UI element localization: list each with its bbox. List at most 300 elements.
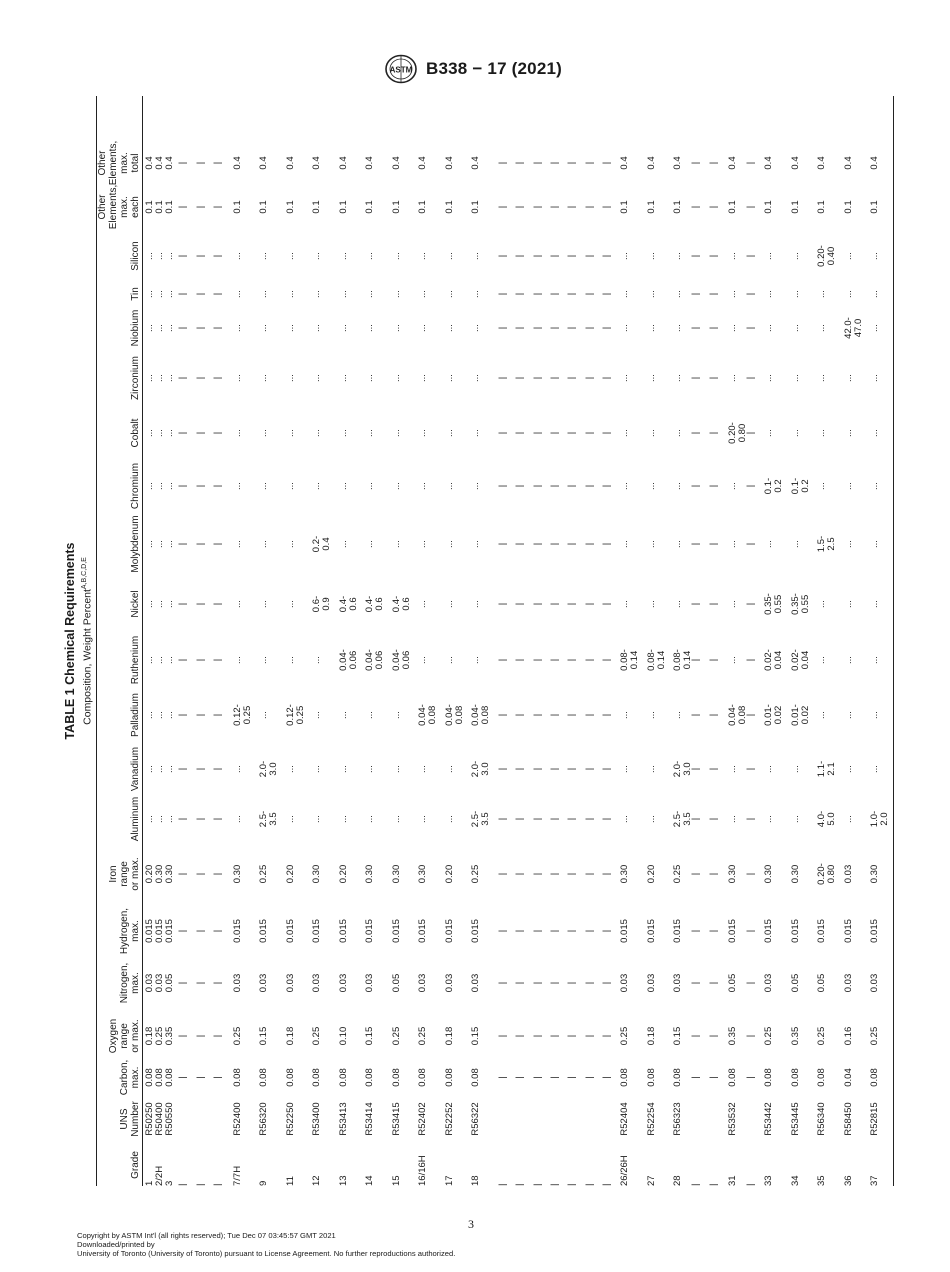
column-header-uns-number: UNS Number bbox=[119, 1101, 141, 1137]
cell-other-total: | bbox=[584, 161, 595, 165]
cell-nickel: | bbox=[690, 602, 701, 606]
cell-nickel: | bbox=[212, 602, 223, 606]
cell-silicon: ... bbox=[444, 252, 455, 260]
cell-nitrogen: | bbox=[497, 981, 508, 985]
cell-silicon: ... bbox=[843, 252, 854, 260]
cell-cobalt: ... bbox=[444, 429, 455, 437]
cell-iron: 0.25 bbox=[672, 864, 683, 884]
cell-vanadium: ... bbox=[727, 765, 738, 773]
cell-ruthenium: ... bbox=[417, 656, 428, 664]
cell-niobium: ... bbox=[790, 324, 801, 332]
cell-nitrogen: | bbox=[601, 981, 612, 985]
cell-chromium: ... bbox=[311, 482, 322, 490]
cell-uns-number: R52815 bbox=[869, 1102, 880, 1136]
cell-iron: 0.30 bbox=[763, 864, 774, 884]
cell-nitrogen: 0.03 bbox=[417, 973, 428, 993]
cell-nickel: ... bbox=[258, 600, 269, 608]
cell-ruthenium: | bbox=[514, 658, 525, 662]
cell-nickel: | bbox=[549, 602, 560, 606]
cell-carbon: 0.08 bbox=[869, 1068, 880, 1087]
cell-vanadium: ... bbox=[311, 765, 322, 773]
table-header-rule bbox=[142, 96, 143, 1186]
cell-nitrogen: | bbox=[212, 981, 223, 985]
cell-ruthenium: | bbox=[690, 658, 701, 662]
cell-hydrogen: 0.015 bbox=[619, 919, 630, 943]
cell-oxygen: | bbox=[584, 1034, 595, 1038]
cell-cobalt: ... bbox=[672, 429, 683, 437]
cell-other-each: 0.1 bbox=[311, 200, 322, 214]
cell-iron: 0.30 bbox=[790, 864, 801, 884]
cell-nickel: ... bbox=[672, 600, 683, 608]
cell-aluminum: 2.5- 3.5 bbox=[470, 810, 491, 828]
cell-ruthenium: | bbox=[566, 658, 577, 662]
cell-palladium: ... bbox=[869, 711, 880, 719]
cell-chromium: | bbox=[497, 484, 508, 488]
cell-other-each: 0.1 bbox=[285, 200, 296, 214]
cell-silicon: | bbox=[690, 254, 701, 258]
cell-chromium: 0.1- 0.2 bbox=[763, 477, 784, 495]
cell-molybdenum: ... bbox=[843, 540, 854, 548]
cell-vanadium: 2.0- 3.0 bbox=[470, 760, 491, 778]
cell-molybdenum: | bbox=[532, 542, 543, 546]
cell-carbon: | bbox=[549, 1076, 560, 1079]
cell-zirconium: ... bbox=[763, 374, 774, 382]
cell-grade: | bbox=[708, 1183, 719, 1186]
cell-other-each: | bbox=[549, 205, 560, 209]
cell-molybdenum: ... bbox=[869, 540, 880, 548]
cell-iron: 0.30 bbox=[391, 864, 402, 884]
cell-oxygen: | bbox=[212, 1034, 223, 1038]
cell-aluminum: | bbox=[690, 817, 701, 821]
cell-iron: | bbox=[514, 872, 525, 876]
cell-other-each: 0.1 bbox=[444, 200, 455, 214]
cell-vanadium: ... bbox=[285, 765, 296, 773]
cell-vanadium: ... bbox=[444, 765, 455, 773]
cell-other-total: | bbox=[566, 161, 577, 165]
cell-palladium: | bbox=[601, 713, 612, 717]
cell-grade: | bbox=[690, 1183, 701, 1186]
cell-cobalt: 0.20- 0.80 bbox=[727, 422, 748, 444]
cell-cobalt: | bbox=[690, 431, 701, 435]
cell-molybdenum: | bbox=[584, 542, 595, 546]
cell-chromium: | bbox=[584, 484, 595, 488]
cell-iron: 0.25 bbox=[470, 864, 481, 884]
cell-carbon: | bbox=[708, 1076, 719, 1079]
cell-chromium: | bbox=[745, 484, 756, 488]
cell-other-each: 0.1 bbox=[843, 200, 854, 214]
cell-ruthenium: ... ... ... bbox=[144, 656, 175, 664]
cell-tin: ... bbox=[285, 290, 296, 298]
cell-other-each: | bbox=[690, 205, 701, 209]
cell-grade: 27 bbox=[646, 1175, 657, 1186]
cell-cobalt: ... bbox=[364, 429, 375, 437]
cell-silicon: ... bbox=[338, 252, 349, 260]
cell-molybdenum: ... bbox=[646, 540, 657, 548]
cell-silicon: | bbox=[532, 254, 543, 258]
cell-other-total: 0.4 bbox=[417, 156, 428, 170]
document-header bbox=[384, 54, 562, 84]
cell-palladium: ... bbox=[364, 711, 375, 719]
table-bottom-rule bbox=[893, 96, 894, 1186]
chemical-requirements-table bbox=[63, 96, 898, 1186]
cell-vanadium: | bbox=[584, 767, 595, 771]
cell-carbon: 0.08 bbox=[311, 1068, 322, 1087]
cell-nitrogen: | bbox=[708, 981, 719, 985]
cell-silicon: ... bbox=[258, 252, 269, 260]
cell-silicon: | bbox=[497, 254, 508, 258]
cell-iron: 0.20 0.30 0.30 bbox=[144, 864, 175, 884]
cell-tin: | bbox=[584, 292, 595, 296]
cell-nitrogen: 0.03 bbox=[763, 973, 774, 993]
cell-zirconium: ... bbox=[646, 374, 657, 382]
cell-chromium: ... bbox=[646, 482, 657, 490]
cell-aluminum: ... bbox=[843, 815, 854, 823]
cell-cobalt: ... bbox=[763, 429, 774, 437]
cell-tin: ... bbox=[391, 290, 402, 298]
cell-carbon: | bbox=[601, 1076, 612, 1079]
cell-molybdenum: 0.2- 0.4 bbox=[311, 535, 332, 553]
cell-iron: 0.25 bbox=[258, 864, 269, 884]
cell-ruthenium: ... bbox=[444, 656, 455, 664]
cell-silicon: | bbox=[514, 254, 525, 258]
cell-cobalt: ... bbox=[258, 429, 269, 437]
cell-palladium: | bbox=[212, 713, 223, 717]
cell-palladium: | bbox=[497, 713, 508, 717]
cell-molybdenum: ... bbox=[391, 540, 402, 548]
cell-carbon: 0.08 bbox=[816, 1068, 827, 1087]
cell-other-total: | bbox=[212, 161, 223, 165]
cell-cobalt: | bbox=[566, 431, 577, 435]
cell-uns-number: R53532 bbox=[727, 1102, 738, 1136]
cell-palladium: | bbox=[690, 713, 701, 717]
cell-other-each: | bbox=[514, 205, 525, 209]
cell-carbon: 0.08 bbox=[763, 1068, 774, 1087]
cell-silicon: ... bbox=[646, 252, 657, 260]
cell-hydrogen: | bbox=[566, 929, 577, 933]
cell-zirconium: ... bbox=[727, 374, 738, 382]
cell-nitrogen: 0.03 bbox=[338, 973, 349, 993]
cell-nitrogen: 0.03 bbox=[843, 973, 854, 993]
cell-hydrogen: 0.015 bbox=[338, 919, 349, 943]
cell-tin: ... bbox=[727, 290, 738, 298]
cell-hydrogen: 0.015 bbox=[417, 919, 428, 943]
astm-logo-icon bbox=[384, 54, 418, 84]
cell-palladium: ... bbox=[338, 711, 349, 719]
cell-palladium: ... bbox=[258, 711, 269, 719]
cell-niobium: | bbox=[212, 326, 223, 330]
cell-iron: 0.03 bbox=[843, 864, 854, 884]
cell-uns-number: R56320 bbox=[258, 1102, 269, 1136]
cell-silicon: ... bbox=[727, 252, 738, 260]
cell-grade: 28 bbox=[672, 1175, 683, 1186]
cell-tin: | bbox=[195, 292, 206, 296]
cell-chromium: ... bbox=[285, 482, 296, 490]
cell-tin: ... bbox=[311, 290, 322, 298]
cell-zirconium: ... ... ... bbox=[144, 374, 175, 382]
cell-aluminum: 2.5- 3.5 bbox=[258, 810, 279, 828]
cell-other-total: | bbox=[601, 161, 612, 165]
cell-palladium: | bbox=[745, 713, 756, 717]
cell-zirconium: ... bbox=[470, 374, 481, 382]
cell-palladium: | bbox=[708, 713, 719, 717]
cell-zirconium: ... bbox=[338, 374, 349, 382]
cell-tin: ... bbox=[646, 290, 657, 298]
cell-zirconium: ... bbox=[816, 374, 827, 382]
cell-cobalt: | bbox=[584, 431, 595, 435]
cell-nickel: ... bbox=[727, 600, 738, 608]
cell-molybdenum: ... bbox=[790, 540, 801, 548]
page-number: 3 bbox=[468, 1217, 474, 1231]
cell-cobalt: ... bbox=[646, 429, 657, 437]
cell-aluminum: ... bbox=[646, 815, 657, 823]
cell-iron: | bbox=[177, 872, 188, 876]
column-header-aluminum: Aluminum bbox=[130, 796, 141, 842]
cell-nickel: ... bbox=[444, 600, 455, 608]
composition-footnotes: A,B,C,D,E bbox=[81, 557, 88, 590]
cell-oxygen: | bbox=[195, 1034, 206, 1038]
cell-carbon: 0.08 bbox=[258, 1068, 269, 1087]
cell-iron: 0.30 bbox=[727, 864, 738, 884]
cell-grade: 37 bbox=[869, 1175, 880, 1186]
cell-tin: | bbox=[177, 292, 188, 296]
column-header-molybdenum: Molybdenum bbox=[130, 515, 141, 573]
cell-oxygen: 0.18 bbox=[444, 1026, 455, 1046]
cell-aluminum: ... bbox=[619, 815, 630, 823]
cell-molybdenum: 1.5- 2.5 bbox=[816, 535, 837, 553]
cell-molybdenum: ... bbox=[364, 540, 375, 548]
cell-tin: ... bbox=[232, 290, 243, 298]
cell-silicon: | bbox=[177, 254, 188, 258]
cell-zirconium: ... bbox=[258, 374, 269, 382]
cell-iron: 0.20 bbox=[646, 864, 657, 884]
cell-iron: | bbox=[195, 872, 206, 876]
cell-chromium: | bbox=[690, 484, 701, 488]
cell-palladium: ... bbox=[646, 711, 657, 719]
cell-chromium: ... bbox=[444, 482, 455, 490]
cell-hydrogen: 0.015 bbox=[444, 919, 455, 943]
cell-ruthenium: | bbox=[708, 658, 719, 662]
svg-text:ASTM: ASTM bbox=[389, 65, 413, 75]
cell-grade: | bbox=[212, 1183, 223, 1186]
cell-niobium: | bbox=[708, 326, 719, 330]
cell-chromium: ... bbox=[338, 482, 349, 490]
cell-nickel: ... bbox=[869, 600, 880, 608]
cell-hydrogen: | bbox=[708, 929, 719, 933]
cell-silicon: ... bbox=[232, 252, 243, 260]
cell-zirconium: ... bbox=[311, 374, 322, 382]
cell-palladium: 0.04- 0.08 bbox=[470, 704, 491, 726]
cell-oxygen: 0.25 bbox=[869, 1026, 880, 1046]
cell-tin: ... bbox=[444, 290, 455, 298]
cell-palladium: ... bbox=[672, 711, 683, 719]
cell-carbon: | bbox=[497, 1076, 508, 1079]
cell-nitrogen: 0.03 bbox=[646, 973, 657, 993]
column-header-nitrogen: Nitrogen, max. bbox=[119, 962, 141, 1004]
cell-zirconium: | bbox=[708, 376, 719, 380]
cell-molybdenum: | bbox=[514, 542, 525, 546]
column-header-grade: Grade bbox=[130, 1151, 141, 1179]
cell-grade: 12 bbox=[311, 1175, 322, 1186]
cell-uns-number: R56322 bbox=[470, 1102, 481, 1136]
cell-tin: | bbox=[566, 292, 577, 296]
cell-ruthenium: | bbox=[601, 658, 612, 662]
cell-carbon: 0.08 bbox=[444, 1068, 455, 1087]
cell-cobalt: ... bbox=[338, 429, 349, 437]
cell-oxygen: | bbox=[549, 1034, 560, 1038]
cell-other-total: 0.4 bbox=[790, 156, 801, 170]
cell-carbon: 0.04 bbox=[843, 1068, 854, 1087]
column-header-zirconium: Zirconium bbox=[130, 356, 141, 400]
cell-ruthenium: | bbox=[745, 658, 756, 662]
cell-cobalt: ... bbox=[619, 429, 630, 437]
cell-ruthenium: 0.08- 0.14 bbox=[619, 649, 640, 671]
cell-other-each: 0.1 bbox=[364, 200, 375, 214]
cell-tin: ... bbox=[364, 290, 375, 298]
cell-oxygen: | bbox=[497, 1034, 508, 1038]
cell-hydrogen: | bbox=[497, 929, 508, 933]
cell-oxygen: 0.15 bbox=[470, 1026, 481, 1046]
cell-zirconium: | bbox=[514, 376, 525, 380]
cell-other-total: 0.4 bbox=[869, 156, 880, 170]
cell-ruthenium: 0.08- 0.14 bbox=[672, 649, 693, 671]
cell-hydrogen: 0.015 bbox=[843, 919, 854, 943]
cell-palladium: ... bbox=[391, 711, 402, 719]
cell-hydrogen: 0.015 bbox=[790, 919, 801, 943]
cell-iron: 0.20 bbox=[338, 864, 349, 884]
cell-grade: 9 bbox=[258, 1180, 269, 1186]
cell-other-total: 0.4 bbox=[727, 156, 738, 170]
cell-zirconium: ... bbox=[417, 374, 428, 382]
cell-aluminum: | bbox=[708, 817, 719, 821]
cell-nickel: 0.4- 0.6 bbox=[364, 595, 385, 613]
cell-tin: ... ... ... bbox=[144, 290, 175, 298]
cell-silicon: ... bbox=[672, 252, 683, 260]
cell-molybdenum: ... bbox=[258, 540, 269, 548]
cell-other-each: 0.1 0.1 0.1 bbox=[144, 200, 175, 214]
cell-tin: | bbox=[745, 292, 756, 296]
cell-hydrogen: 0.015 bbox=[258, 919, 269, 943]
cell-aluminum: | bbox=[549, 817, 560, 821]
footer-line: Copyright by ASTM Int'l (all rights reserved); Tue Dec 07 03:45:57 GMT 2021 bbox=[77, 1231, 336, 1240]
cell-ruthenium: 0.08- 0.14 bbox=[646, 649, 667, 671]
cell-ruthenium: ... bbox=[816, 656, 827, 664]
cell-grade: | bbox=[177, 1183, 188, 1186]
cell-other-each: 0.1 bbox=[763, 200, 774, 214]
cell-nickel: ... ... ... bbox=[144, 600, 175, 608]
cell-silicon: | bbox=[549, 254, 560, 258]
cell-aluminum: ... bbox=[338, 815, 349, 823]
cell-chromium: | bbox=[532, 484, 543, 488]
cell-palladium: 0.04- 0.08 bbox=[727, 704, 748, 726]
cell-hydrogen: | bbox=[584, 929, 595, 933]
cell-oxygen: 0.35 bbox=[727, 1026, 738, 1046]
cell-carbon: 0.08 bbox=[619, 1068, 630, 1087]
cell-grade: 7/7H bbox=[232, 1165, 243, 1186]
cell-hydrogen: 0.015 bbox=[763, 919, 774, 943]
cell-nickel: ... bbox=[646, 600, 657, 608]
cell-palladium: | bbox=[195, 713, 206, 717]
cell-silicon: | bbox=[212, 254, 223, 258]
cell-grade: | bbox=[532, 1183, 543, 1186]
cell-palladium: 0.01- 0.02 bbox=[763, 704, 784, 726]
cell-aluminum: ... bbox=[417, 815, 428, 823]
cell-iron: | bbox=[690, 872, 701, 876]
cell-nickel: 0.4- 0.6 bbox=[391, 595, 412, 613]
column-header-other-each: Other Elements, max. each bbox=[97, 184, 141, 230]
cell-chromium: | bbox=[566, 484, 577, 488]
cell-carbon: 0.08 0.08 0.08 bbox=[144, 1068, 175, 1087]
cell-cobalt: ... bbox=[391, 429, 402, 437]
cell-aluminum: | bbox=[584, 817, 595, 821]
cell-other-total: 0.4 bbox=[619, 156, 630, 170]
column-header-niobium: Niobium bbox=[130, 309, 141, 347]
cell-vanadium: | bbox=[497, 767, 508, 771]
cell-cobalt: | bbox=[195, 431, 206, 435]
cell-uns-number: R50250 R50400 R50550 bbox=[144, 1102, 175, 1136]
cell-vanadium: | bbox=[566, 767, 577, 771]
cell-zirconium: | bbox=[212, 376, 223, 380]
cell-aluminum: ... bbox=[285, 815, 296, 823]
cell-vanadium: ... bbox=[763, 765, 774, 773]
cell-aluminum: ... bbox=[763, 815, 774, 823]
cell-niobium: | bbox=[549, 326, 560, 330]
cell-cobalt: | bbox=[514, 431, 525, 435]
cell-iron: 0.30 bbox=[619, 864, 630, 884]
cell-ruthenium: ... bbox=[843, 656, 854, 664]
cell-silicon: ... bbox=[364, 252, 375, 260]
cell-other-total: 0.4 bbox=[364, 156, 375, 170]
cell-other-each: | bbox=[584, 205, 595, 209]
cell-molybdenum: | bbox=[177, 542, 188, 546]
cell-ruthenium: 0.02- 0.04 bbox=[763, 649, 784, 671]
footer-line: University of Toronto (University of Toronto) pursuant to License Agreement. No further reproductions authorized. bbox=[77, 1249, 456, 1259]
cell-aluminum: 2.5- 3.5 bbox=[672, 810, 693, 828]
cell-grade: | bbox=[566, 1183, 577, 1186]
cell-grade: 33 bbox=[763, 1175, 774, 1186]
cell-chromium: 0.1- 0.2 bbox=[790, 477, 811, 495]
cell-silicon: | bbox=[584, 254, 595, 258]
cell-grade: | bbox=[497, 1183, 508, 1186]
cell-molybdenum: ... bbox=[444, 540, 455, 548]
cell-uns-number: R53445 bbox=[790, 1102, 801, 1136]
cell-tin: | bbox=[497, 292, 508, 296]
cell-niobium: ... bbox=[763, 324, 774, 332]
cell-vanadium: | bbox=[601, 767, 612, 771]
cell-molybdenum: | bbox=[601, 542, 612, 546]
cell-cobalt: ... bbox=[417, 429, 428, 437]
cell-cobalt: ... bbox=[232, 429, 243, 437]
cell-chromium: | bbox=[514, 484, 525, 488]
cell-aluminum: 4.0- 5.0 bbox=[816, 810, 837, 828]
cell-hydrogen: 0.015 bbox=[232, 919, 243, 943]
cell-silicon: ... bbox=[311, 252, 322, 260]
cell-grade: 36 bbox=[843, 1175, 854, 1186]
cell-hydrogen: | bbox=[195, 929, 206, 933]
cell-chromium: ... bbox=[727, 482, 738, 490]
cell-aluminum: ... bbox=[364, 815, 375, 823]
cell-oxygen: 0.15 bbox=[258, 1026, 269, 1046]
cell-hydrogen: 0.015 bbox=[646, 919, 657, 943]
cell-zirconium: ... bbox=[364, 374, 375, 382]
cell-uns-number: R53400 bbox=[311, 1102, 322, 1136]
cell-vanadium: ... bbox=[619, 765, 630, 773]
cell-aluminum: ... bbox=[790, 815, 801, 823]
cell-oxygen: 0.16 bbox=[843, 1026, 854, 1046]
cell-nickel: | bbox=[497, 602, 508, 606]
cell-iron: | bbox=[708, 872, 719, 876]
cell-other-total: 0.4 bbox=[232, 156, 243, 170]
cell-uns-number: R53413 bbox=[338, 1102, 349, 1136]
